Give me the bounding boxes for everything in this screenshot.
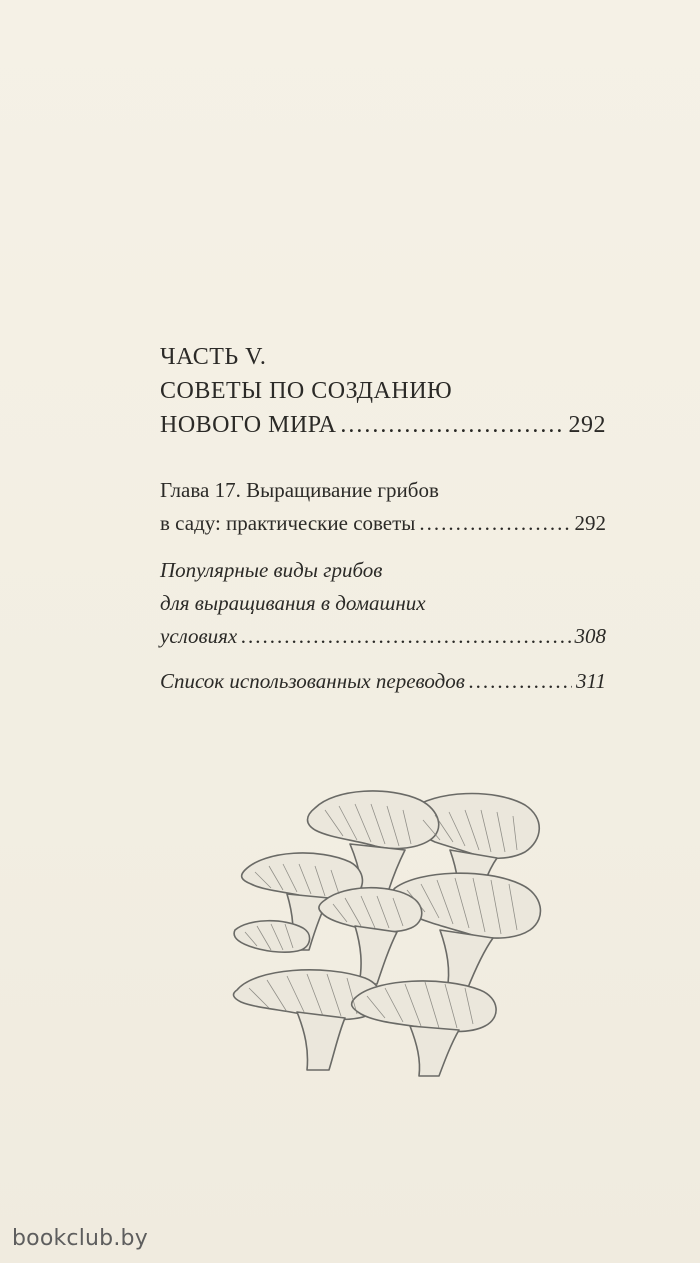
part-line-1: ЧАСТЬ V. — [160, 344, 267, 370]
popular-line-3-text: условиях — [160, 624, 238, 648]
translations-entry — [160, 665, 606, 698]
table-of-contents — [160, 340, 606, 698]
oyster-mushrooms-illustration — [225, 780, 585, 1080]
part-heading — [160, 340, 606, 442]
translations-line-1 — [160, 665, 606, 698]
part-line-2: СОВЕТЫ ПО СОЗДАНИЮ — [160, 378, 453, 404]
popular-line-2: для выращивания в домашних — [160, 591, 426, 615]
dot-leader — [241, 620, 570, 653]
translations-line-text: Список использованных переводов — [160, 669, 465, 693]
dot-leader — [340, 408, 564, 442]
popular-species-entry — [160, 554, 606, 653]
part-line-3-text: НОВОГО МИРА — [160, 412, 337, 438]
chapter-17-line-2 — [160, 507, 606, 540]
dot-leader — [419, 507, 570, 540]
popular-line-3 — [160, 620, 606, 653]
popular-page-number: 308 — [574, 624, 606, 648]
chapter-17-line-2-text: в саду: практические советы — [160, 511, 416, 535]
chapter-17-page-number: 292 — [574, 511, 606, 535]
part-page-number: 292 — [568, 412, 606, 438]
chapter-17-entry — [160, 474, 606, 540]
chapter-17-line-1: Глава 17. Выращивание грибов — [160, 478, 439, 502]
dot-leader — [469, 665, 572, 698]
part-line-3 — [160, 408, 606, 442]
popular-line-1: Популярные виды грибов — [160, 558, 383, 582]
translations-page-number: 311 — [576, 669, 606, 693]
watermark: bookclub.by — [12, 1226, 148, 1251]
